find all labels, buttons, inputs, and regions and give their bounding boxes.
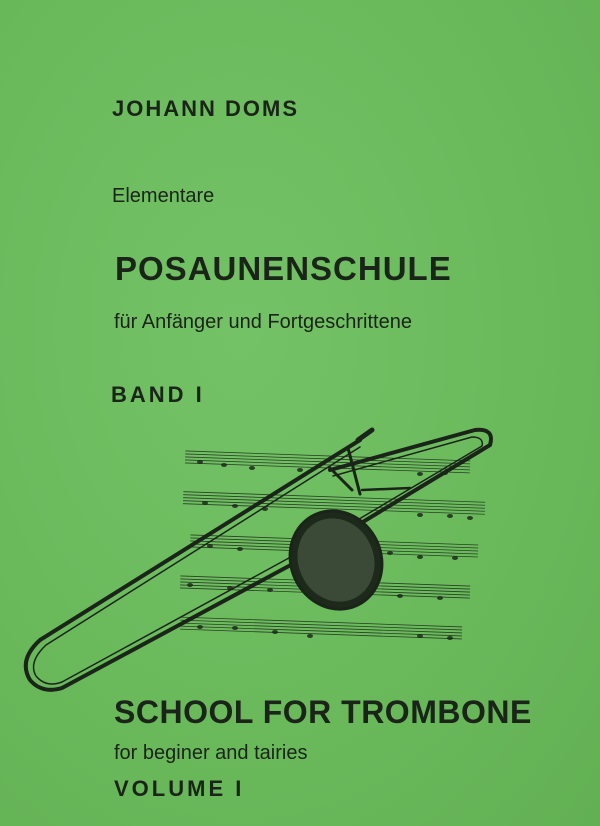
author-name: JOHANN DOMS	[112, 96, 300, 121]
pretitle: Elementare	[112, 185, 215, 207]
volume-label: VOLUME I	[114, 776, 245, 801]
band-label: BAND I	[111, 382, 205, 407]
title-english: SCHOOL FOR TROMBONE	[114, 694, 532, 730]
subtitle-english: for beginer and tairies	[114, 742, 308, 764]
page-title: POSAUNENSCHULE	[115, 250, 452, 287]
subtitle-german: für Anfänger und Fortgeschrittene	[114, 311, 412, 333]
trombone-icon	[26, 430, 491, 690]
